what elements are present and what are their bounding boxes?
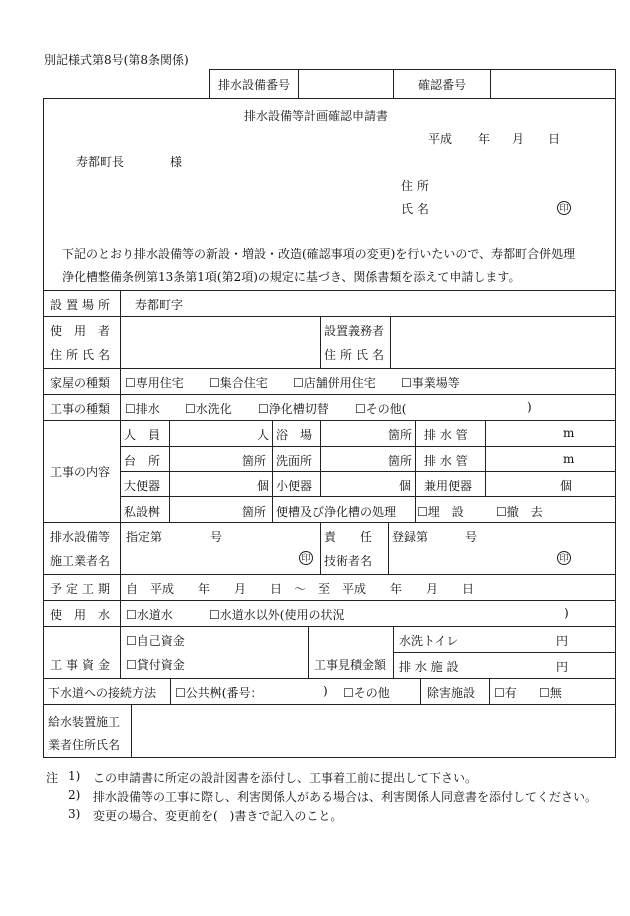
house-option-shop[interactable]: ☐店舗併用住宅: [293, 376, 376, 390]
tank-option-bury[interactable]: ☐埋 設: [417, 505, 464, 519]
date-day[interactable]: 日: [548, 132, 561, 146]
house-option-apartment[interactable]: ☐集合住宅: [209, 376, 268, 390]
bath-unit: 箇所: [388, 428, 413, 442]
body-text-line-2: 浄化槽整備条例第13条第1項(第2項)の規定に基づき、関係書類を添えて申請します。: [62, 270, 521, 284]
note-3-text: 変更の場合、変更前を( )書きで記入のこと。: [93, 809, 343, 823]
house-option-private[interactable]: ☐専用住宅: [125, 376, 184, 390]
drain-facility-unit: 円: [556, 660, 569, 674]
contractor-seal-icon: 印: [299, 551, 313, 565]
sewer-option-public-close: ): [323, 684, 328, 698]
drain-pipe-unit-2: m: [563, 452, 575, 466]
estimate-label: 工事見積金額: [314, 658, 387, 672]
sewer-option-other[interactable]: ☐その他: [343, 686, 390, 700]
water-option-close: ): [564, 606, 569, 620]
note-2-text: 排水設備等の工事に際し、利害関係人がある場合は、利害関係人同意書を添付してください。: [93, 790, 598, 804]
engineer-seal-icon: 印: [557, 551, 571, 565]
designation-number-label: 号: [210, 530, 223, 544]
bath-label: 浴 場: [276, 428, 313, 442]
tank-option-remove[interactable]: ☐撤 去: [496, 505, 543, 519]
installer-label: 設置義務者: [324, 324, 385, 338]
user-field[interactable]: [122, 330, 318, 358]
work-option-other-close: ): [527, 400, 532, 414]
location-label: 設置場所: [50, 298, 115, 312]
work-content-label: 工事の内容: [50, 465, 111, 479]
work-option-drain[interactable]: ☐排水: [125, 402, 160, 416]
toilet-label: 大便器: [124, 479, 161, 493]
notes-prefix: 注: [46, 771, 59, 785]
supply-contractor-label-1: 給水装置施工: [48, 715, 121, 729]
water-option-tap[interactable]: ☐水道水: [126, 608, 173, 622]
date-year[interactable]: 年: [478, 132, 491, 146]
toilet-unit: 個: [257, 479, 270, 493]
removal-option-yes[interactable]: ☐有: [494, 686, 517, 700]
drain-pipe-unit-1: m: [563, 426, 575, 440]
addressee-name: 寿都町長: [76, 155, 125, 169]
installer-field[interactable]: [392, 330, 614, 358]
designation-label: 指定第: [126, 530, 163, 544]
supply-contractor-label-2: 業者住所氏名: [48, 738, 121, 752]
note-2-number: 2): [68, 788, 81, 802]
combined-toilet-unit: 個: [560, 479, 573, 493]
contractor-label-1: 排水設備等: [50, 530, 111, 544]
private-basin-unit: 箇所: [242, 505, 267, 519]
confirm-number-label: 確認番号: [418, 78, 467, 92]
work-type-label: 工事の種類: [50, 402, 111, 416]
work-option-flush[interactable]: ☐水洗化: [185, 402, 232, 416]
flush-toilet-label: 水洗トイレ: [399, 634, 459, 648]
user-address-label: 住所氏名: [50, 348, 115, 362]
location-field[interactable]: 寿都町字: [135, 298, 184, 312]
sewer-connection-label: 下水道への接続方法: [48, 686, 157, 700]
tank-disposal-label: 便槽及び浄化槽の処理: [276, 505, 397, 519]
house-option-business[interactable]: ☐事業場等: [401, 376, 460, 390]
funding-label: 工事資金: [50, 658, 115, 672]
private-basin-label: 私設桝: [124, 505, 161, 519]
kitchen-label: 台 所: [124, 454, 161, 468]
registration-number-label: 号: [465, 530, 478, 544]
funding-option-own[interactable]: ☐自己資金: [126, 634, 185, 648]
washbasin-label: 洗面所: [276, 454, 313, 468]
removal-facility-label: 除害施設: [427, 686, 476, 700]
kitchen-unit: 箇所: [242, 454, 267, 468]
body-text-line-1: 下記のとおり排水設備等の新設・増設・改造(確認事項の変更)を行いたいので、寿都町合併処理: [62, 247, 576, 261]
schedule-field[interactable]: 自 平成 年 月 日 〜 至 平成 年 月 日: [126, 582, 475, 596]
persons-unit: 人: [257, 428, 270, 442]
user-label: 使 用 者: [50, 324, 111, 338]
drain-facility-label: 排 水 施 設: [399, 660, 459, 674]
facility-number-label: 排水設備番号: [218, 78, 291, 92]
form-number: 別記様式第8号(第8条関係): [44, 53, 189, 67]
persons-label: 人 員: [124, 428, 161, 442]
note-1-number: 1): [68, 769, 81, 783]
addressee-honorific: 様: [170, 155, 183, 169]
note-1-text: この申請書に所定の設計図書を添付し、工事着工前に提出して下さい。: [93, 771, 478, 785]
form-title: 排水設備等計画確認申請書: [244, 109, 389, 123]
drain-pipe-label-2: 排 水 管: [424, 454, 468, 468]
supply-contractor-field[interactable]: [133, 712, 613, 752]
applicant-seal-icon: 印: [557, 201, 571, 215]
combined-toilet-label: 兼用便器: [424, 479, 473, 493]
engineer-label-2: 技術者名: [324, 554, 373, 568]
house-type-label: 家屋の種類: [50, 376, 111, 390]
drain-pipe-label-1: 排 水 管: [424, 428, 468, 442]
work-option-other[interactable]: ☐その他(: [355, 402, 407, 416]
installer-address-label: 住所氏名: [324, 348, 389, 362]
funding-option-loan[interactable]: ☐貸付資金: [126, 658, 185, 672]
washbasin-unit: 箇所: [388, 454, 413, 468]
note-3-number: 3): [68, 807, 81, 821]
contractor-label-2: 施工業者名: [50, 554, 111, 568]
date-era: 平成: [428, 132, 453, 146]
flush-toilet-unit: 円: [556, 634, 569, 648]
work-option-septic[interactable]: ☐浄化槽切替: [258, 402, 329, 416]
urinal-unit: 個: [399, 479, 412, 493]
date-month[interactable]: 月: [512, 132, 525, 146]
urinal-label: 小便器: [276, 479, 313, 493]
water-option-other[interactable]: ☐水道水以外(使用の状況: [209, 608, 345, 622]
water-label: 使 用 水: [50, 608, 111, 622]
schedule-label: 予定工期: [50, 582, 115, 596]
removal-option-no[interactable]: ☐無: [539, 686, 562, 700]
applicant-name-label: 氏 名: [401, 202, 429, 216]
applicant-address-label: 住 所: [401, 179, 429, 193]
registration-label: 登録第: [392, 530, 429, 544]
engineer-label-1: 責 任: [324, 530, 373, 544]
sewer-option-public[interactable]: ☐公共桝(番号：: [175, 686, 263, 700]
